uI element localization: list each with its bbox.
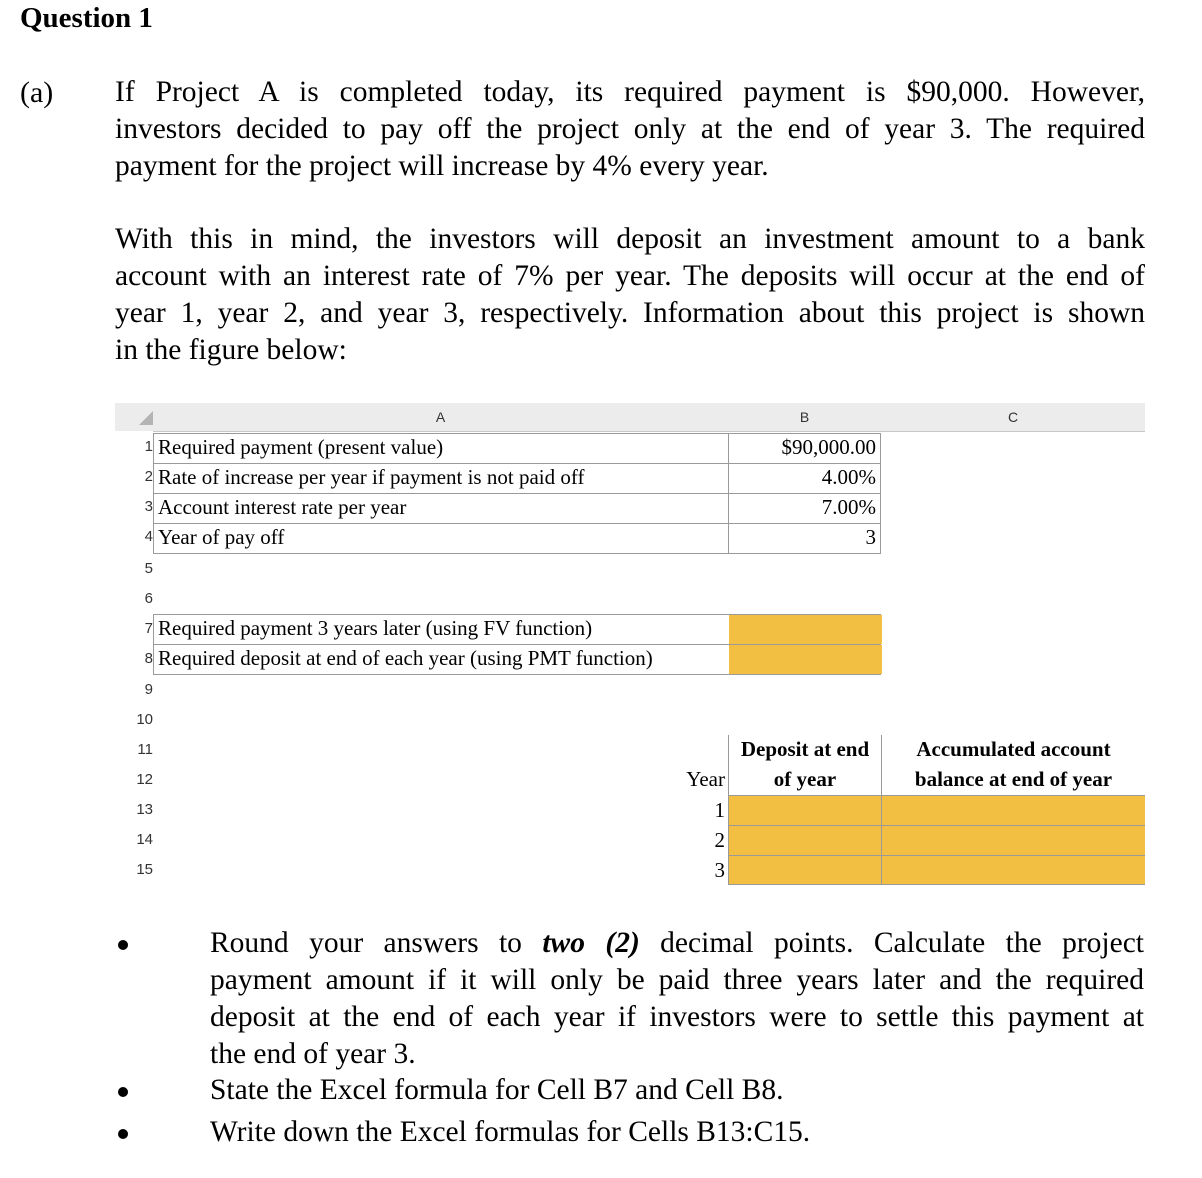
paragraph-1-line: investors decided to pay off the project only at the end of year 3. The required [115, 113, 1145, 145]
row-number: 14 [136, 831, 153, 848]
year-header: Year [686, 767, 725, 791]
cell-b4: 3 [865, 525, 876, 549]
balance-header-line2: balance at end of year [914, 767, 1113, 791]
column-header-c: C [881, 403, 1145, 432]
column-header-a: A [153, 403, 728, 432]
select-all-corner [115, 403, 153, 431]
row-number: 8 [144, 650, 153, 667]
paragraph-2-line: in the figure below: [115, 334, 347, 366]
bullet-1-text [210, 925, 1144, 1073]
bullet-3-text: Write down the Excel formulas for Cells B13:C15. [210, 1116, 811, 1148]
column-header-b: B [728, 403, 881, 432]
paragraph-2-line: year 1, year 2, and year 3, respectively. Information about this project is shown [115, 297, 1145, 329]
year-value: 1 [714, 798, 725, 822]
bullet-2-text: State the Excel formula for Cell B7 and Cell B8. [210, 1074, 784, 1106]
row-number: 3 [144, 498, 153, 515]
bullet-1-line: deposit at the end of each year if investors were to settle this payment at [210, 1001, 1144, 1033]
answer-cell-b7[interactable] [729, 615, 882, 644]
balance-header-line1: Accumulated account [916, 737, 1111, 761]
row-number: 12 [136, 771, 153, 788]
year-value: 2 [714, 828, 725, 852]
row-number: 5 [144, 560, 153, 577]
cell-b1: $90,000.00 [781, 435, 876, 459]
cell-a7: Required payment 3 years later (using FV function) [158, 616, 593, 640]
part-label: (a) [20, 76, 54, 109]
year-value: 3 [714, 858, 725, 882]
row-number: 2 [144, 468, 153, 485]
cell-a1: Required payment (present value) [158, 435, 444, 459]
row-number: 15 [136, 861, 153, 878]
row-number: 4 [144, 528, 153, 545]
row-number: 6 [144, 590, 153, 607]
cell-a3: Account interest rate per year [158, 495, 407, 519]
cell-a8: Required deposit at end of each year (using PMT function) [158, 646, 653, 670]
paragraph-1 [115, 74, 1145, 185]
row-number: 9 [144, 681, 153, 698]
bullet-3-dot [118, 1129, 128, 1139]
cell-b3: 7.00% [821, 495, 876, 519]
row-number: 10 [136, 711, 153, 728]
paragraph-2-line: With this in mind, the investors will deposit an investment amount to a bank [115, 223, 1145, 255]
paragraph-2-line: account with an interest rate of 7% per year. The deposits will occur at the end of [115, 260, 1145, 292]
answer-cell-b8[interactable] [729, 645, 882, 674]
row-number: 7 [144, 620, 153, 637]
bullet-1-dot [118, 940, 128, 950]
row-number: 13 [136, 801, 153, 818]
paragraph-2 [115, 221, 1145, 369]
spreadsheet-figure [115, 403, 1145, 885]
bullet-1-emphasis: two (2) [542, 927, 640, 959]
row-number: 1 [144, 438, 153, 455]
cell-a2: Rate of increase per year if payment is not paid off [158, 465, 585, 489]
cell-a4: Year of pay off [158, 525, 285, 549]
paragraph-1-line: payment for the project will increase by 4% every year. [115, 150, 769, 182]
bullet-1-line: the end of year 3. [210, 1038, 416, 1070]
deposit-header-line1: Deposit at end [740, 737, 870, 761]
cell-b2: 4.00% [821, 465, 876, 489]
bullet-1-line: Round your answers to two (2) decimal points. Calculate the project [210, 927, 1144, 959]
bullet-2-dot [118, 1087, 128, 1097]
question-title: Question 1 [20, 2, 153, 34]
paragraph-1-line: If Project A is completed today, its required payment is $90,000. However, [115, 76, 1145, 108]
deposit-header-line2: of year [773, 767, 837, 791]
row-number: 11 [137, 741, 153, 758]
answer-cells-b13-c15[interactable] [729, 796, 1145, 885]
bullet-1-line: payment amount if it will only be paid three years later and the required [210, 964, 1144, 996]
